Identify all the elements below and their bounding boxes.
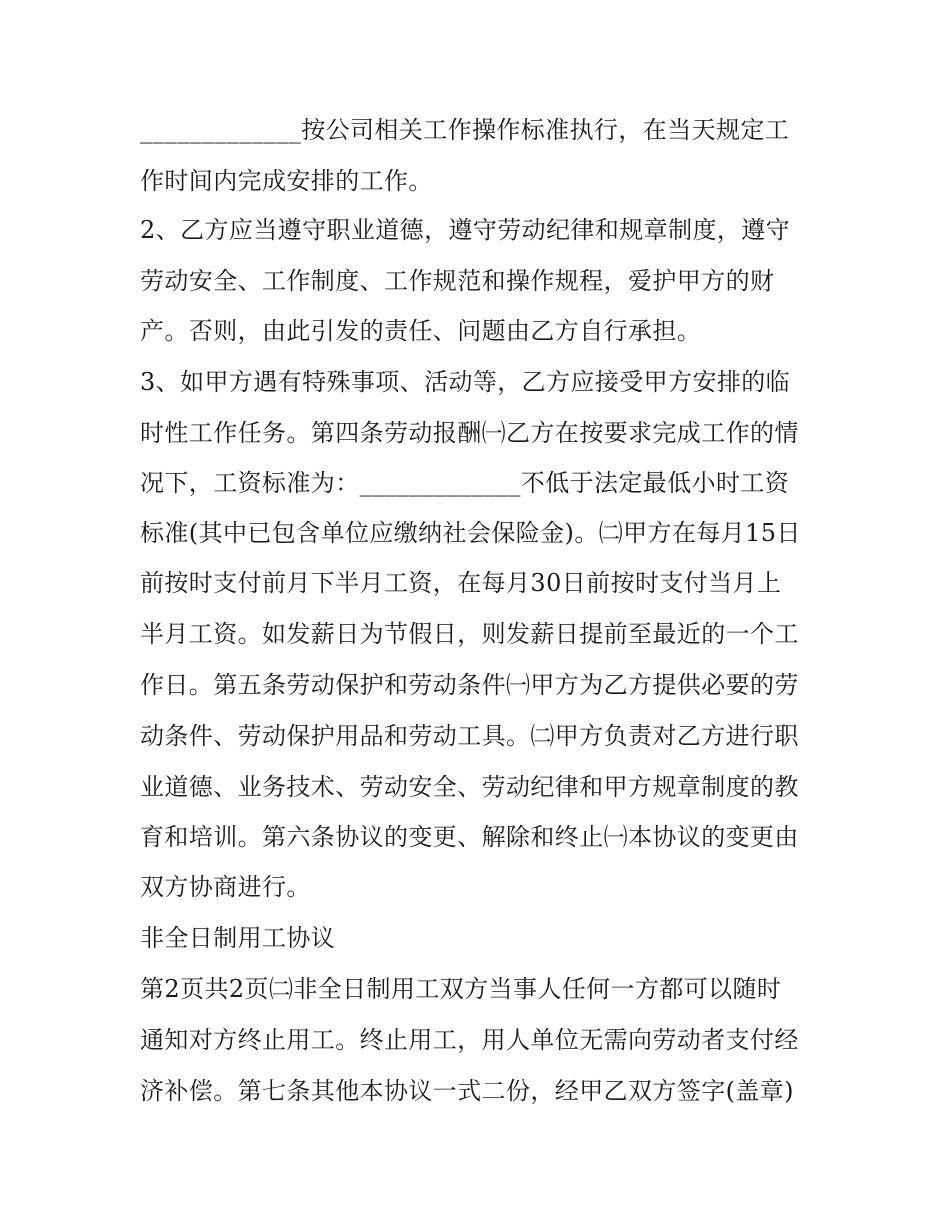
text-line: 第2页共2页㈡非全日制用工双方当事人任何一方都可以随时: [140, 975, 782, 1003]
text-line: _____________按公司相关工作操作标准执行，在当天规定工: [140, 116, 790, 144]
text-line: 前按时支付前月下半月工资，在每月30日前按时支付当月上: [140, 569, 782, 597]
section-heading: 非全日制用工协议: [140, 924, 336, 952]
text-line: 劳动安全、工作制度、工作规范和操作规程，爱护甲方的财: [140, 267, 775, 295]
text-line: 动条件、劳动保护用品和劳动工具。㈡甲方负责对乙方进行职: [140, 722, 799, 750]
text-line: 作日。第五条劳动保护和劳动条件㈠甲方为乙方提供必要的劳: [140, 671, 799, 699]
text-line: 3、如甲方遇有特殊事项、活动等，乙方应接受甲方安排的临: [140, 368, 791, 396]
text-line: 产。否则，由此引发的责任、问题由乙方自行承担。: [140, 317, 702, 345]
text-line: 2、乙方应当遵守职业道德，遵守劳动纪律和规章制度，遵守: [140, 216, 791, 244]
text-line: 通知对方终止用工。终止用工，用人单位无需向劳动者支付经: [140, 1026, 799, 1054]
text-line: 半月工资。如发薪日为节假日，则发薪日提前至最近的一个工: [140, 620, 799, 648]
text-line: 济补偿。第七条其他本协议一式二份，经甲乙双方签字(盖章): [140, 1077, 794, 1105]
text-line: 双方协商进行。: [140, 873, 311, 901]
text-line: 时性工作任务。第四条劳动报酬㈠乙方在按要求完成工作的情: [140, 419, 799, 447]
text-line: 育和培训。第六条协议的变更、解除和终止㈠本协议的变更由: [140, 823, 799, 851]
text-line: 标准(其中已包含单位应缴纳社会保险金)。㈡甲方在每月15日: [140, 519, 801, 547]
text-line: 作时间内完成安排的工作。: [140, 167, 433, 195]
text-line: 业道德、业务技术、劳动安全、劳动纪律和甲方规章制度的教: [140, 773, 799, 801]
text-line: 况下，工资标准为：_____________不低于法定最低小时工资: [140, 469, 790, 497]
